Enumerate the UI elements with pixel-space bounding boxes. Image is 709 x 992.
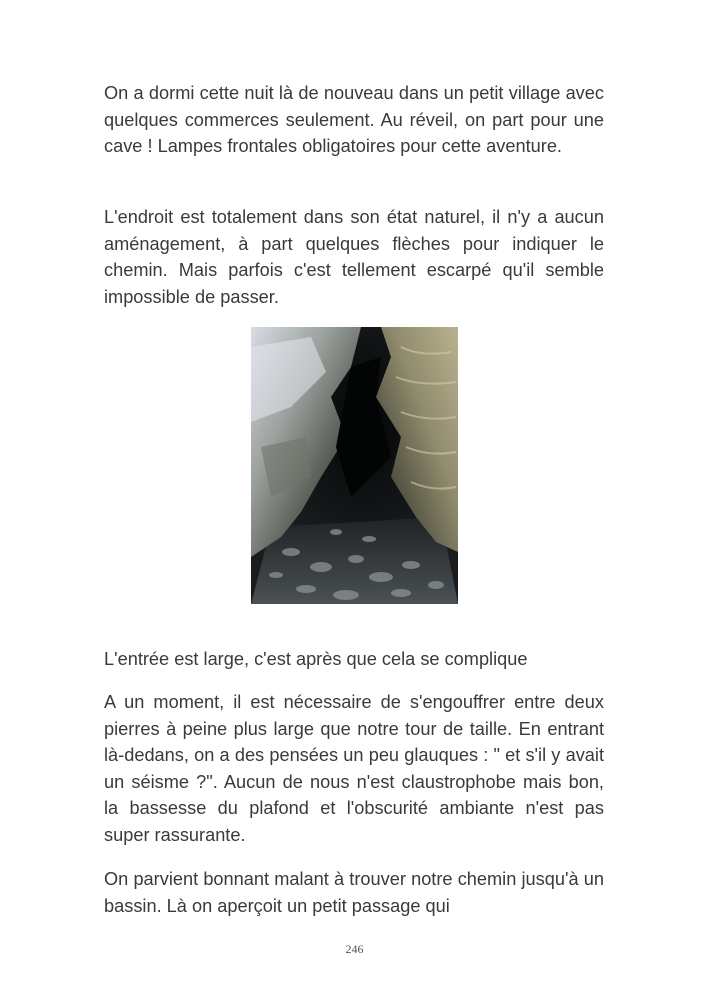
- cave-entrance-photo: [251, 327, 458, 604]
- page-number: 246: [345, 942, 364, 956]
- paragraph-narrow-passage: A un moment, il est nécessaire de s'engouffrer entre deux pierres à peine plus large que notre tour de taille. En entrant là-dedans, on a des pensées un peu glauques : " et s'il y avait un séisme ?". Aucun de nous n'est claustrophobe mais bon, la bassesse du plafond et l'obscurité ambiante n'est pas super rassurante.: [104, 692, 604, 845]
- photo-caption: L'entrée est large, c'est après que cela se complique: [104, 649, 528, 669]
- paragraph-village: On a dormi cette nuit là de nouveau dans un petit village avec quelques commerces seulement. Au réveil, on part pour une cave ! Lampes frontales obligatoires pour cette aventure.: [104, 83, 604, 157]
- paragraph-basin: On parvient bonnant malant à trouver notre chemin jusqu'à un bassin. Là on aperçoit un petit passage qui: [104, 869, 604, 916]
- paragraph-cave-description: L'endroit est totalement dans son état naturel, il n'y a aucun aménagement, à part quelques flèches pour indiquer le chemin. Mais parfois c'est tellement escarpé qu'il semble impossible de passer.: [104, 207, 604, 307]
